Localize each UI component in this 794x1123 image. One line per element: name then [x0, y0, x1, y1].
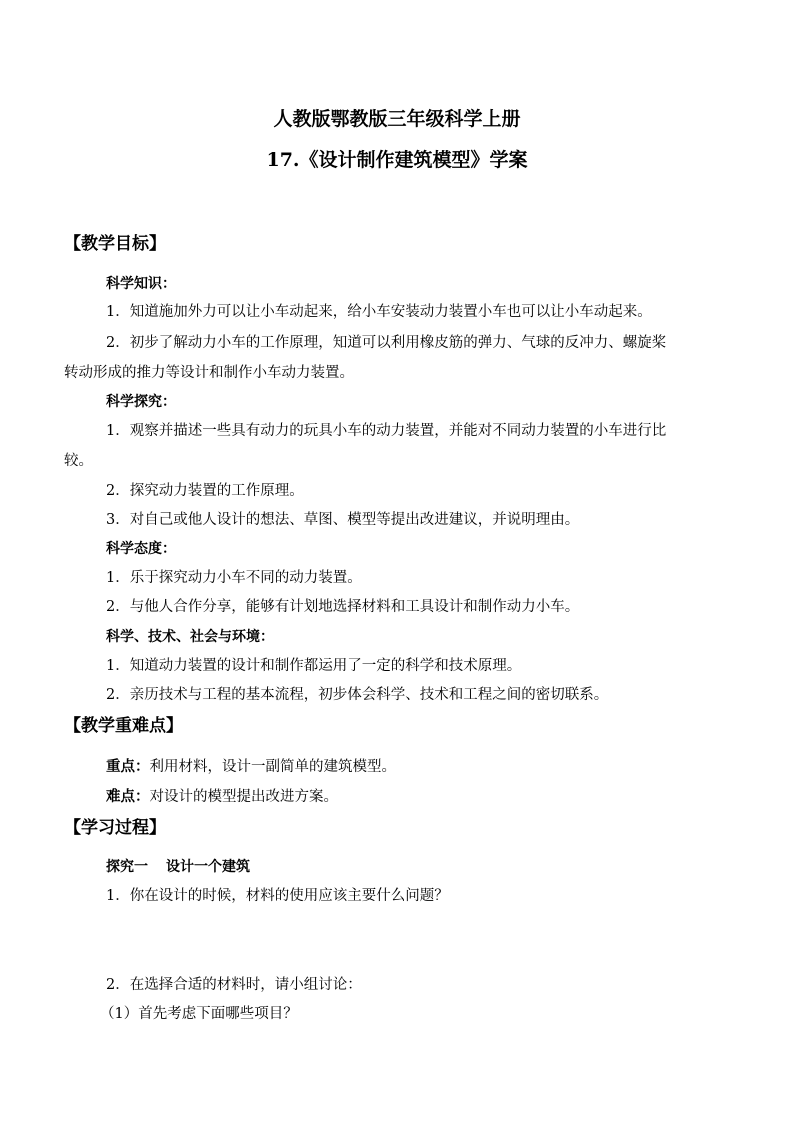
key-point-text: 利用材料，设计一副简单的建筑模型。 — [149, 759, 396, 775]
attitude-item-1: 1．乐于探究动力小车不同的动力装置。 — [106, 570, 362, 586]
explore-1-heading — [106, 857, 250, 877]
key-point — [106, 757, 396, 777]
attitude-item-2: 2．与他人合作分享，能够有计划地选择材料和工具设计和制作动力小车。 — [106, 599, 580, 615]
section-heading-key-points: 【教学重难点】 — [64, 716, 183, 736]
question-2: 2．在选择合适的材料时，请小组讨论： — [106, 977, 362, 993]
label-inquiry: 科学探究： — [106, 394, 176, 410]
section-heading-goals: 【教学目标】 — [64, 234, 166, 254]
inquiry-item-2: 2．探究动力装置的工作原理。 — [106, 483, 304, 499]
knowledge-item-1: 1．知道施加外力可以让小车动起来，给小车安装动力装置小车也可以让小车动起来。 — [106, 304, 652, 320]
difficult-point-text: 对设计的模型提出改进方案。 — [149, 789, 338, 805]
sts-item-2: 2．亲历技术与工程的基本流程，初步体会科学、技术和工程之间的密切联系。 — [106, 687, 609, 703]
knowledge-item-2-line-1: 2．初步了解动力小车的工作原理，知道可以利用橡皮筋的弹力、气球的反冲力、螺旋桨 — [106, 335, 667, 351]
key-point-label: 重点： — [106, 758, 150, 775]
sts-item-1: 1．知道动力装置的设计和制作都运用了一定的科学和技术原理。 — [106, 658, 522, 674]
difficult-point — [106, 787, 338, 807]
difficult-point-label: 难点： — [106, 788, 150, 805]
question-1: 1．你在设计的时候，材料的使用应该主要什么问题？ — [106, 888, 449, 904]
label-knowledge: 科学知识： — [106, 276, 176, 292]
knowledge-item-2-line-2: 转动形成的推力等设计和制作小车动力装置。 — [64, 365, 354, 381]
document-title: 人教版鄂教版三年级科学上册 — [273, 108, 521, 130]
question-2-sub-1: （1）首先考虑下面哪些项目？ — [100, 1006, 298, 1022]
inquiry-item-1-line-2: 较。 — [64, 453, 93, 469]
section-heading-process: 【学习过程】 — [64, 818, 166, 838]
inquiry-item-1-line-1: 1．观察并描述一些具有动力的玩具小车的动力装置，并能对不同动力装置的小车进行比 — [106, 423, 667, 439]
inquiry-item-3: 3．对自己或他人设计的想法、草图、模型等提出改进建议，并说明理由。 — [106, 512, 580, 528]
explore-1-label: 探究一 — [106, 859, 148, 875]
label-attitude: 科学态度： — [106, 541, 176, 557]
label-sts: 科学、技术、社会与环境： — [106, 629, 274, 645]
explore-1-title: 设计一个建筑 — [166, 859, 250, 875]
document-subtitle: 17.《设计制作建筑模型》学案 — [266, 149, 528, 171]
